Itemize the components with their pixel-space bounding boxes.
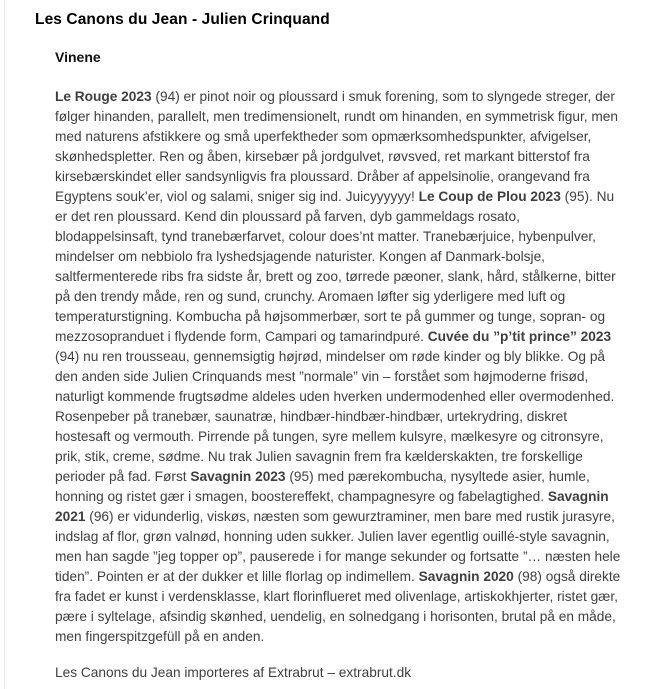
importer-footer-text: Les Canons du Jean importeres af Extrabrut – extrabrut.dk: [55, 665, 412, 680]
wine-name: Le Coup de Plou 2023: [418, 189, 561, 204]
section-heading-vinene: Vinene: [55, 49, 101, 65]
wine-notes-paragraph: [55, 87, 625, 647]
page-edge-line: [4, 0, 5, 689]
note-text: (98) også direkte fra fadet er kunst i verdensklasse, klart florinflueret med olivenlage, artiskokhjerter, ristet gær, pære i syltelage, afsindig skønhed, uendelig, en solnedgang i horisonten, brutal på en måde, men fingerspitzgefüll på en anden.: [55, 569, 621, 644]
wine-name: Savagnin 2021: [55, 489, 609, 524]
wine-name: Cuvée du ”p’tit prince” 2023: [427, 329, 612, 344]
note-text: (95). Nu er det ren ploussard. Kend din ploussard på farven, dyb gammeldags rosato, blodappelsinsaft, tynd tranebærfarvet, colour does’nt matter. Tranebærjuice, hybenpulver, mindelser om nebbiolo fra lyshedsjagende naturister. Kongen af Danmark-bolsje, saltfermenterede ribs fra sidste år, brett og zoo, tørrede pæoner, slank, hård, stålkerne, bitter på den trendy måde, ren og sund, crunchy. Aromaen løfter sig yderligere med luft og temperaturstigning. Kombucha på højsommerbær, sort te på gummer og tunge, sopran- og mezzosopranduet i flydende form, Campari og tamarindpuré.: [55, 189, 616, 344]
document-content: [55, 48, 625, 683]
page-title: Les Canons du Jean - Julien Crinquand: [35, 11, 330, 28]
wine-name: Savagnin 2023: [190, 469, 286, 484]
wine-name: Le Rouge 2023: [55, 89, 152, 104]
note-text: (94) nu ren trousseau, gennemsigtig højrød, mindelser om røde kinder og bly blikke. Og på den anden side Julien Crinquands mest ”normale” vin – forstået som højmoderne frisød, naturligt kommende frugtsødme aldeles uden hverken undermodenhed eller overmodenhed. Rosenpeber på tranebær, saunatræ, hindbær-hindbær-hindbær, urtekrydring, diskret hostesaft og vermouth. Pirrende på tungen, syre mellem kulsyre, mælkesyre og citronsyre, prik, stik, creme, sødme. Nu trak Julien savagnin frem fra kælderskakten, tre forskellige perioder på fad. Først: [55, 349, 615, 484]
note-text: (95) med pærekombucha, nysyltede asier, humle, honning og ristet gær i smagen, boostereffekt, champagnesyre og fabelagtighed.: [55, 469, 590, 504]
wine-name: Savagnin 2020: [418, 569, 514, 584]
note-text: (94) er pinot noir og ploussard i smuk forening, som to slyngede streger, der følger hinanden, parallelt, men tredimensionelt, rundt om hinanden, en symmetrisk figur, men med naturens afstikkere og små uperfektheder som opmærksomhedspunkter, afvigelser, skønhedspletter. Ren og åben, kirsebær på jordgulvet, røvsved, ret markant bitterstof fra kirsebærskindet eller sandsynligvis fra ploussard. Dråber af appelsinolie, orangevand fra Egyptens souk’er, viol og salami, sniger sig ind. Juicyyyyyy!: [55, 89, 618, 204]
note-text: (96) er vidunderlig, viskøs, næsten som gewurztraminer, men bare med rustik jurasyre, indslag af flor, grøn valnød, honning uden sukker. Julien laver egentlig ouillé-style savagnin, men han sagde ”jeg topper op”, pauserede i for mange sekunder og fortsatte ”… næsten hele tiden”. Pointen er at der dukker et lille florlag op indimellem.: [55, 509, 621, 584]
